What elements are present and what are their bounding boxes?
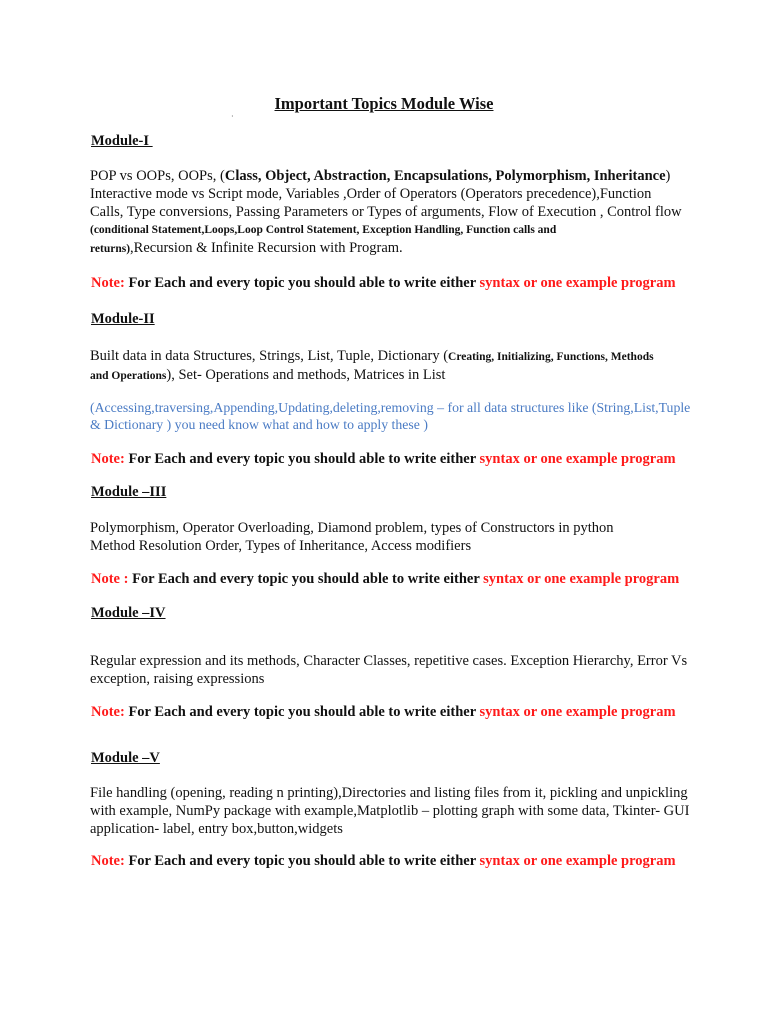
module-2-heading: Module-II [91,311,155,327]
note-label: Note: [91,704,125,720]
module-3-heading: Module –III [91,484,167,500]
module-2-line-2-rest: ), Set- Operations and methods, Matrices in List [166,367,446,383]
module-1-note [91,275,676,292]
module-1-line-5-rest: ,Recursion & Infinite Recursion with Program. [130,240,403,256]
module-2-topics [90,347,715,385]
module-4-topics [90,652,715,688]
module-2-line-1-prefix: Built data in data Structures, Strings, List, Tuple, Dictionary ( [90,348,449,364]
note-text: For Each and every topic you should able to write either [132,571,480,587]
module-4-line-1: Regular expression and its methods, Character Classes, repetitive cases. Exception Hierarchy, Error Vs [90,653,688,669]
note-emphasis: syntax or one example program [479,275,676,291]
module-2-hint-line-1: (Accessing,traversing,Appending,Updating,deleting,removing – for all data structures like (String,List,Tuple [90,400,691,415]
module-1-line-2: Interactive mode vs Script mode, Variables ,Order of Operators (Operators precedence),Function [90,186,652,202]
module-5-line-2: with example, NumPy package with example,Matplotlib – plotting graph with some data, Tkinter- GUI [90,803,690,819]
module-3-line-2: Method Resolution Order, Types of Inheritance, Access modifiers [90,538,472,554]
module-1-topics [90,167,715,258]
module-3-note [91,571,679,588]
module-1-line-1 [90,167,715,185]
module-2-line-2 [90,366,715,385]
note-emphasis: syntax or one example program [483,571,680,587]
module-2-line-1-bold: Creating, Initializing, Functions, Methods [448,351,654,363]
module-1-line-3: Calls, Type conversions, Passing Parameters or Types of arguments, Flow of Execution , Control flow [90,204,682,220]
module-1-line-1-prefix: POP vs OOPs, OOPs, ( [90,168,225,184]
module-2-note [91,451,676,468]
module-5-note [91,853,676,870]
note-emphasis: syntax or one example program [479,704,676,720]
module-1-line-5-bold: returns) [90,243,131,255]
note-label: Note : [91,571,129,587]
note-emphasis: syntax or one example program [479,853,676,869]
module-1-line-4: (conditional Statement,Loops,Loop Control Statement, Exception Handling, Function calls and [90,224,557,236]
note-label: Note: [91,853,125,869]
module-4-heading: Module –IV [91,605,166,621]
note-text: For Each and every topic you should able to write either [128,704,476,720]
note-label: Note: [91,275,125,291]
module-2-hint [90,399,715,433]
module-1-line-1-suffix: ) [665,168,671,184]
note-label: Note: [91,451,125,467]
module-5-topics [90,784,715,838]
note-text: For Each and every topic you should able to write either [128,853,476,869]
note-emphasis: syntax or one example program [479,451,676,467]
note-text: For Each and every topic you should able to write either [128,275,476,291]
module-1-oop-concepts: Class, Object, Abstraction, Encapsulations, Polymorphism, Inheritance [224,168,666,184]
module-5-line-1: File handling (opening, reading n printing),Directories and listing files from it, pickling and unpickling [90,785,688,801]
note-text: For Each and every topic you should able to write either [128,451,476,467]
module-4-line-2: exception, raising expressions [90,671,265,687]
page-title: Important Topics Module Wise [274,94,494,113]
module-2-line-1 [90,347,715,366]
module-5-heading: Module –V [91,750,160,766]
module-3-topics [90,519,715,555]
module-2-line-2-bold: and Operations [90,370,167,382]
module-2-hint-line-2: & Dictionary ) you need know what and how to apply these ) [90,417,428,432]
stray-dot: · [231,112,234,121]
module-4-note [91,704,676,721]
module-3-line-1: Polymorphism, Operator Overloading, Diamond problem, types of Constructors in python [90,520,614,536]
module-1-heading: Module-I [91,133,153,149]
module-5-line-3: application- label, entry box,button,widgets [90,821,343,837]
module-1-line-5 [90,239,715,258]
